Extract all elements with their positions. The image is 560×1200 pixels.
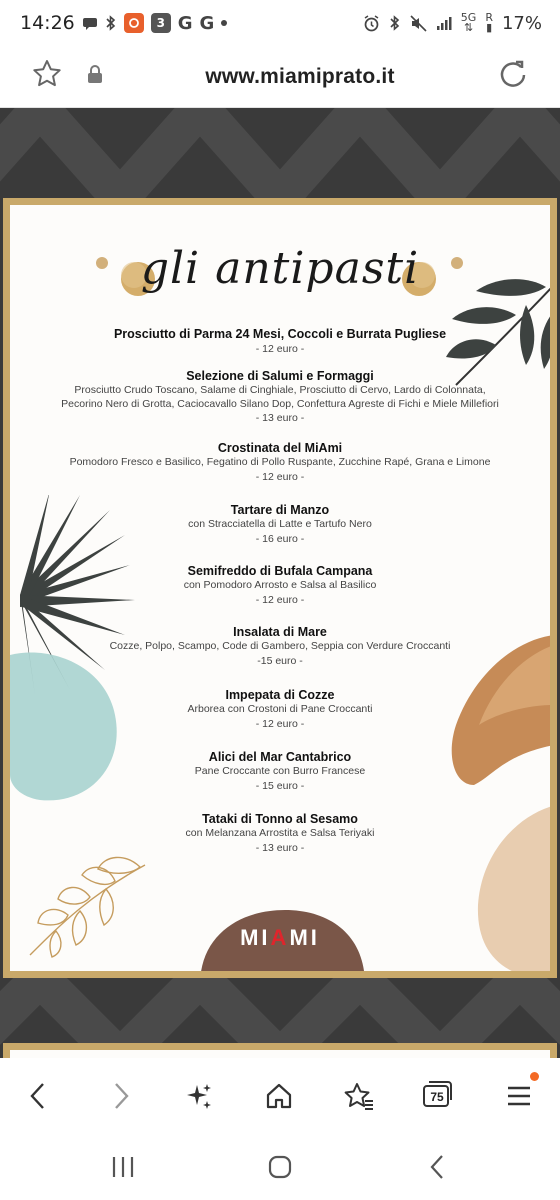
menu-item-description: Pomodoro Fresco e Basilico, Fegatino di Pollo Ruspante, Zucchine Rapé, Grana e Limone	[69, 456, 491, 468]
menu-item	[10, 564, 550, 607]
menu-item-description: Prosciutto Crudo Toscano, Salame di Cinghiale, Prosciutto di Cervo, Lardo di Colonnata,	[74, 384, 486, 396]
menu-item-description: con Melanzana Arrostita e Salsa Teriyaki	[185, 827, 375, 839]
menu-item	[10, 369, 550, 425]
menu-card	[3, 198, 557, 978]
alarm-icon	[363, 15, 380, 32]
address-bar	[0, 46, 560, 108]
menu-item	[10, 327, 550, 356]
menu-item	[10, 750, 550, 793]
menu-item-name: Insalata di Mare	[233, 625, 327, 639]
forward-button[interactable]	[103, 1078, 139, 1114]
menu-item	[10, 625, 550, 668]
bluetooth-icon	[105, 15, 117, 31]
web-page[interactable]	[0, 108, 560, 1058]
notification-badge	[530, 1072, 539, 1081]
roaming-indicator: R ▮	[485, 11, 493, 34]
menu-item-price: - 13 euro -	[255, 412, 305, 424]
menu-title: gli antipasti	[140, 243, 420, 294]
forward-icon	[110, 1081, 132, 1111]
menu-item-name: Selezione di Salumi e Formaggi	[186, 369, 374, 383]
menu-item-description: con Stracciatella di Latte e Tartufo Nero	[188, 518, 372, 530]
menu-item-price: -15 euro -	[257, 654, 303, 667]
menu-item	[10, 812, 550, 855]
menu-item-price: - 15 euro -	[255, 779, 305, 792]
lock-icon[interactable]	[86, 64, 104, 84]
menu-item-price: - 12 euro -	[255, 343, 305, 355]
bluetooth-icon	[389, 15, 401, 31]
bookmarks-button[interactable]	[341, 1078, 377, 1114]
tabs-button[interactable]	[421, 1078, 457, 1114]
status-bar	[0, 0, 560, 46]
menu-item-name: Semifreddo di Bufala Campana	[187, 564, 373, 578]
system-nav-bar	[0, 1134, 560, 1200]
signal-icon	[436, 15, 452, 31]
nav-back-button[interactable]	[417, 1150, 457, 1184]
menu-item-name: Tataki di Tonno al Sesamo	[202, 812, 358, 826]
tab-count: 75	[430, 1090, 444, 1104]
back-icon	[27, 1081, 49, 1111]
google-icon: G	[177, 12, 193, 34]
menu-item-name: Tartare di Manzo	[230, 503, 330, 517]
nav-home-button[interactable]	[260, 1150, 300, 1184]
calendar-icon: 3	[151, 13, 171, 33]
browser-toolbar	[0, 1058, 560, 1134]
home-icon	[264, 1081, 294, 1111]
menu-item	[10, 441, 550, 484]
app-icon	[124, 13, 144, 33]
bookmarks-icon	[343, 1081, 375, 1111]
more-notifications-dot	[221, 20, 227, 26]
menu-item-price: - 13 euro -	[255, 841, 305, 854]
battery-percent: 17%	[501, 12, 542, 34]
home-icon	[267, 1154, 293, 1180]
recent-apps-button[interactable]	[103, 1150, 143, 1184]
assistant-button[interactable]	[181, 1078, 217, 1114]
back-button[interactable]	[20, 1078, 56, 1114]
brand-logo: MIAMI	[240, 925, 320, 950]
menu-item-name: Impepata di Cozze	[225, 688, 335, 702]
next-menu-card	[3, 1043, 557, 1058]
menu-item-price: - 16 euro -	[255, 532, 305, 545]
mute-icon	[410, 15, 427, 32]
menu-item-price: - 12 euro -	[255, 593, 305, 606]
menu-button[interactable]	[501, 1078, 537, 1114]
back-icon	[427, 1154, 447, 1180]
menu-item	[10, 503, 550, 546]
menu-item-description: Pecorino Nero di Grotta, Caciocavallo Silano Dop, Confettura Agreste di Fichi e Miele Millefiori	[61, 397, 499, 410]
reload-icon[interactable]	[497, 59, 529, 91]
status-time: 14:26	[20, 12, 75, 34]
menu-icon	[505, 1083, 533, 1109]
menu-item-description: Cozze, Polpo, Scampo, Code di Gambero, Seppia con Verdure Croccanti	[109, 640, 451, 652]
network-type: 5G ⇅	[460, 11, 477, 34]
gold-leaf-branch-bottom-left	[20, 845, 150, 965]
menu-item-name: Alici del Mar Cantabrico	[208, 750, 352, 764]
url-field[interactable]: www.miamiprato.it	[205, 65, 395, 88]
menu-item-name: Crostinata del MiAmi	[217, 441, 343, 455]
recent-apps-icon	[110, 1155, 136, 1179]
home-button[interactable]	[261, 1078, 297, 1114]
bookmark-star-icon[interactable]	[31, 58, 63, 90]
google-icon: G	[199, 12, 215, 34]
menu-item-description: Pane Croccante con Burro Francese	[194, 765, 366, 777]
menu-item-price: - 12 euro -	[255, 470, 305, 483]
menu-item-description: con Pomodoro Arrosto e Salsa al Basilico	[183, 579, 377, 591]
menu-item-description: Arborea con Crostoni di Pane Croccanti	[187, 703, 373, 715]
sparkle-icon	[184, 1081, 214, 1111]
menu-item-name: Prosciutto di Parma 24 Mesi, Coccoli e Burrata Pugliese	[113, 327, 447, 341]
menu-item-price: - 12 euro -	[255, 717, 305, 730]
chat-icon	[82, 15, 98, 31]
menu-item	[10, 688, 550, 731]
